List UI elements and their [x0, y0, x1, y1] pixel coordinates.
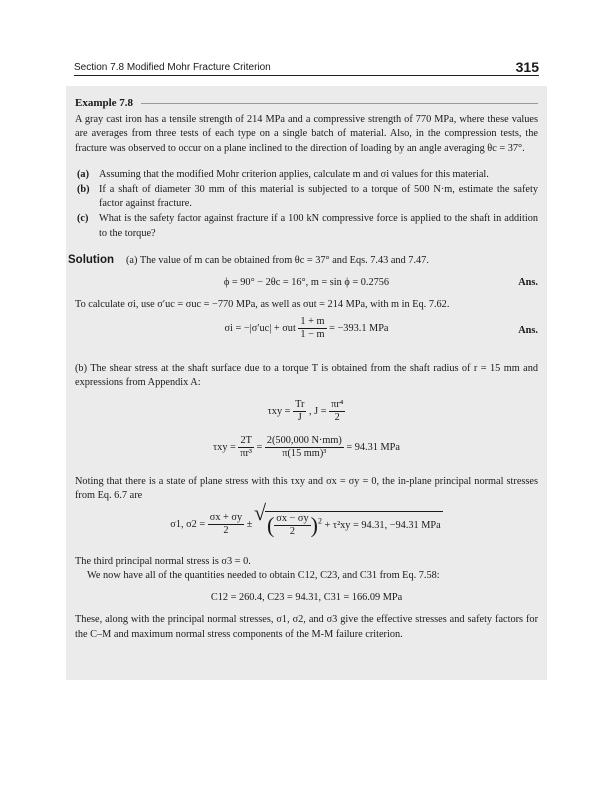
plus-minus-sign: ±: [246, 518, 253, 530]
equation-phi-m: [75, 274, 538, 292]
example-title-row: [75, 96, 538, 110]
solution-heading: Solution: [68, 253, 114, 266]
example-box: [66, 86, 547, 680]
eq4-fraction-2: [265, 435, 344, 460]
problem-parts: [75, 168, 538, 241]
eq3-fraction: [293, 399, 306, 424]
eq3-num-2: πr⁴: [331, 398, 344, 410]
example-title: Example 7.8: [75, 97, 134, 109]
equals-sign: =: [256, 441, 263, 453]
answer-label: Ans.: [518, 277, 538, 289]
eq4-den-2: π(15 mm)³: [282, 447, 327, 459]
part-label: (a): [77, 168, 90, 180]
part-label: (c): [77, 213, 89, 225]
equation-text: C12 = 260.4, C23 = 94.31, C31 = 166.09 MPa: [210, 592, 403, 604]
closing-text: These, along with the principal normal stresses, σ1, σ2, and σ3 give the effective stresses and safety factors for the C–M and maximum normal stress components of the M-M failure criterion.: [75, 614, 538, 640]
eq4-lhs: τxy =: [213, 441, 236, 453]
eq5-num-1: σx + σy: [209, 512, 243, 524]
eq2-lhs: σi = −|σ′uc| + σut: [224, 323, 296, 335]
eq5-fraction-1: [208, 512, 244, 537]
header-rule: [74, 75, 539, 76]
eq2-fraction: [298, 316, 326, 341]
eq4-num-1: 2T: [240, 434, 252, 446]
eq4-fraction-1: [238, 435, 253, 460]
eq5-rhs: + τ²xy = 94.31, −94.31 MPa: [324, 519, 441, 531]
part-text: Assuming that the modified Mohr criterion applies, calculate m and σi values for this material.: [99, 168, 489, 180]
eq4-rhs: = 94.31 MPa: [346, 441, 400, 453]
page-number: 315: [515, 59, 539, 75]
eq5-lhs: σ1, σ2 =: [170, 518, 206, 530]
eq3-mid: , J =: [309, 405, 327, 417]
eq5-num-2: σx − σy: [276, 513, 309, 525]
equation-text: ϕ = 90° − 2θc = 16°, m = sin ϕ = 0.2756: [223, 277, 390, 289]
part-c: [75, 212, 538, 240]
eq4-den-1: πr³: [240, 447, 253, 459]
solution-a-text: (a) The value of m can be obtained from θc = 37° and Eqs. 7.43 and 7.47.: [126, 254, 429, 266]
right-paren: ): [310, 512, 318, 538]
part-label: (b): [77, 184, 90, 196]
eq2-num: 1 + m: [300, 316, 325, 328]
equation-tau-j: [75, 397, 538, 433]
left-paren: (: [266, 512, 275, 538]
section-title: Section 7.8 Modified Mohr Fracture Criterion: [74, 62, 271, 73]
eq3-fraction-2: [329, 399, 345, 424]
eq3-den-2: 2: [334, 411, 340, 423]
solution-b-text: (b) The shear stress at the shaft surface due to a torque T is obtained from the shaft radius of r = 15 mm and expressions from Appendix A:: [75, 363, 538, 389]
now-text: We now have all of the quantities needed to obtain C12, C23, and C31 from Eq. 7.58:: [87, 570, 440, 582]
eq5-den-1: 2: [223, 525, 229, 537]
solution-start: [68, 253, 538, 268]
exponent: 2: [317, 516, 322, 526]
eq2-rhs: = −393.1 MPa: [329, 323, 389, 335]
eq3-lhs: τxy =: [267, 405, 291, 417]
part-text: If a shaft of diameter 30 mm of this material is subjected to a torque of 500 N·m, estimate the safety factor against fracture.: [99, 184, 538, 210]
to-calculate-text: To calculate σi, use σ′uc = σuc = −770 MPa, as well as σut = 214 MPa, with m in Eq. 7.62.: [75, 299, 450, 311]
answer-label: Ans.: [518, 325, 538, 337]
eq4-num-2: 2(500,000 N·mm): [266, 434, 342, 446]
eq2-den: 1 − m: [300, 329, 325, 341]
equation-tau-value: [75, 433, 538, 469]
part-a: [75, 168, 538, 182]
equation-c-values: [75, 589, 538, 607]
third-stress-text: The third principal normal stress is σ3 = 0.: [75, 556, 251, 568]
equation-sigma-i: [75, 312, 538, 348]
eq3-num: Tr: [295, 398, 305, 410]
running-header: [74, 60, 539, 76]
example-statement: A gray cast iron has a tensile strength of 214 MPa and a compressive strength of 770 MPa, where these values are averages from three tests of each type on a single batch of material. Also, in the compression tests, the fracture was observed to occur on a plane inclined to the direction of loading by an angle averaging θc = 37°.: [75, 114, 538, 154]
equation-principal-stresses: [75, 503, 538, 549]
eq3-den: J: [297, 411, 302, 423]
square-root: [265, 511, 443, 538]
part-text: What is the safety factor against fracture if a 100 kN compressive force is applied to the shaft in addition to the torque?: [99, 213, 538, 239]
part-b: [75, 183, 538, 211]
eq5-den-2: 2: [289, 526, 296, 538]
noting-text: Noting that there is a state of plane stress with this τxy and σx = σy = 0, the in-plane principal normal stresses from Eq. 6.7 are: [75, 475, 538, 501]
eq5-fraction-2: [274, 513, 310, 538]
title-rule: [141, 103, 538, 104]
